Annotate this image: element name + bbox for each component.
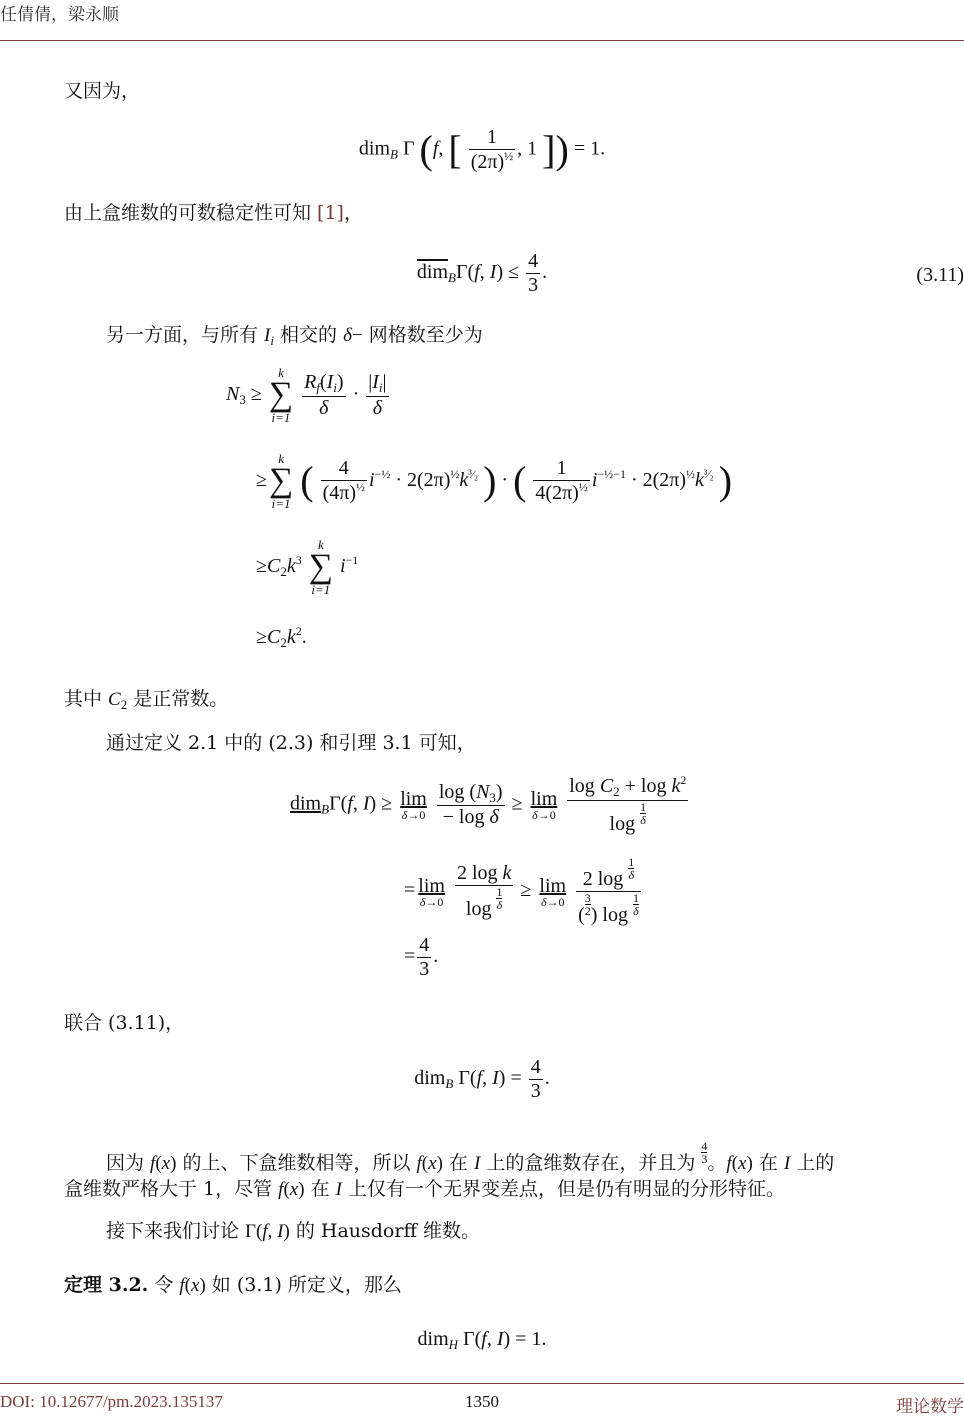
theorem-label: 定理 3.2. (64, 1274, 149, 1296)
header-rule (0, 40, 964, 41)
equation-n3-line3: $\ge C_2k^3$ k ∑ i=1 $i^{-1}$ (256, 537, 359, 598)
equation-n3-line1: $N_3$ ≥ k ∑ i=1 $\frac{R_f(I_i)}{\delta}$ · $\frac{|I_i|}{\delta}$ (226, 365, 387, 426)
equation-lower-dim-line2: = lim δ→0 2 log k log $\frac{1}{\delta}$ ≥ lim δ→0 2 log $\frac{1}{\delta}$ ( $\frac{3}{2}$ ) log $\frac{1}{\delta}$ (404, 855, 639, 926)
equation-lower-dim-line1: dim$_B$Γ(f, I) ≥ lim δ→0 $\frac{\log (N_3)}{\text{− log δ}}$ ≥ lim δ→0 $\log C_2 + \log k^2$ log $\frac{1}{\delta}$ (290, 773, 687, 835)
footer-rule (0, 1383, 964, 1384)
equation-upper-box-dim: $\overline{dim}_B\Gamma(f$, I) ≤ $\frac{4}{3}$ . (416, 250, 548, 296)
paragraph-text: 由上盒维数的可数稳定性可知 [1]， (64, 202, 363, 224)
paragraph-text: 通过定义 2.1 中的 (2.3) 和引理 3.1 可知， (106, 732, 476, 754)
paragraph-text: 其中 $C_2$ 是正常数。 (64, 688, 229, 712)
footer-page-number: 1350 (465, 1392, 499, 1411)
equation-lower-dim-line3: = $\frac{4}{3}$ . (404, 934, 439, 980)
theorem-statement: 定理 3.2. 令 f(x) 如 (3.1) 所定义，那么 (64, 1274, 402, 1296)
paragraph-text: 联合 (3.11)， (64, 1012, 185, 1034)
footer-journal-name[interactable]: 理论数学 (896, 1397, 964, 1417)
equation-n3-line2: ≥ k ∑ i=1 ( $\frac{4}{(4\pi)^{\frac{1}{2}}}$ $i^{-\frac{1}{2}} \cdot 2(2\pi)^{\frac{1}{2}}k^{^3⁄_2}$ ) · ( $\frac{1}{4(2\pi)^{\frac{1}{2}}}$ $i^{-\frac{1}{2}-1} \cdot 2(2\pi)^{\frac{1}{2}}k^{^3⁄_2}$ ) (256, 451, 733, 512)
paragraph-text: 另一方面，与所有 $I_i$ 相交的 δ− 网格数至少为 (106, 324, 483, 348)
paragraph-text: 又因为， (64, 80, 141, 102)
equation-dimb-one: dim$_B$ Γ (f, [ $\frac{1}{(2\pi)^{\frac{1}{2}}}$ , 1 ]) = 1. (358, 126, 606, 173)
paragraph-text: 因为 f(x) 的上、下盒维数相等，所以 f(x) 在 I 上的盒维数存在，并且为 $\frac{4}{3}$ 。f(x) 在 I 上的 (106, 1139, 835, 1174)
citation-link[interactable]: [1] (317, 202, 344, 224)
equation-number: (3.11) (916, 264, 964, 286)
paragraph-text: 盒维数严格大于 1，尽管 f(x) 在 I 上仅有一个无界变差点，但是仍有明显的分形特征。 (64, 1178, 786, 1200)
equation-n3-line4: $\ge C_2k^2$. (256, 624, 307, 650)
paragraph-text: 接下来我们讨论 Γ(f, I) 的 Hausdorff 维数。 (106, 1220, 480, 1242)
footer-doi-link[interactable]: DOI: 10.12677/pm.2023.135137 (0, 1392, 223, 1411)
equation-dimh-one: dim$_H$ Γ(f, I) = 1. (417, 1328, 547, 1352)
running-header-authors: 任倩倩，梁永顺 (0, 5, 119, 25)
equation-dimb-four-thirds: dim$_B$ Γ(f, I) = $\frac{4}{3}$ . (414, 1056, 550, 1102)
